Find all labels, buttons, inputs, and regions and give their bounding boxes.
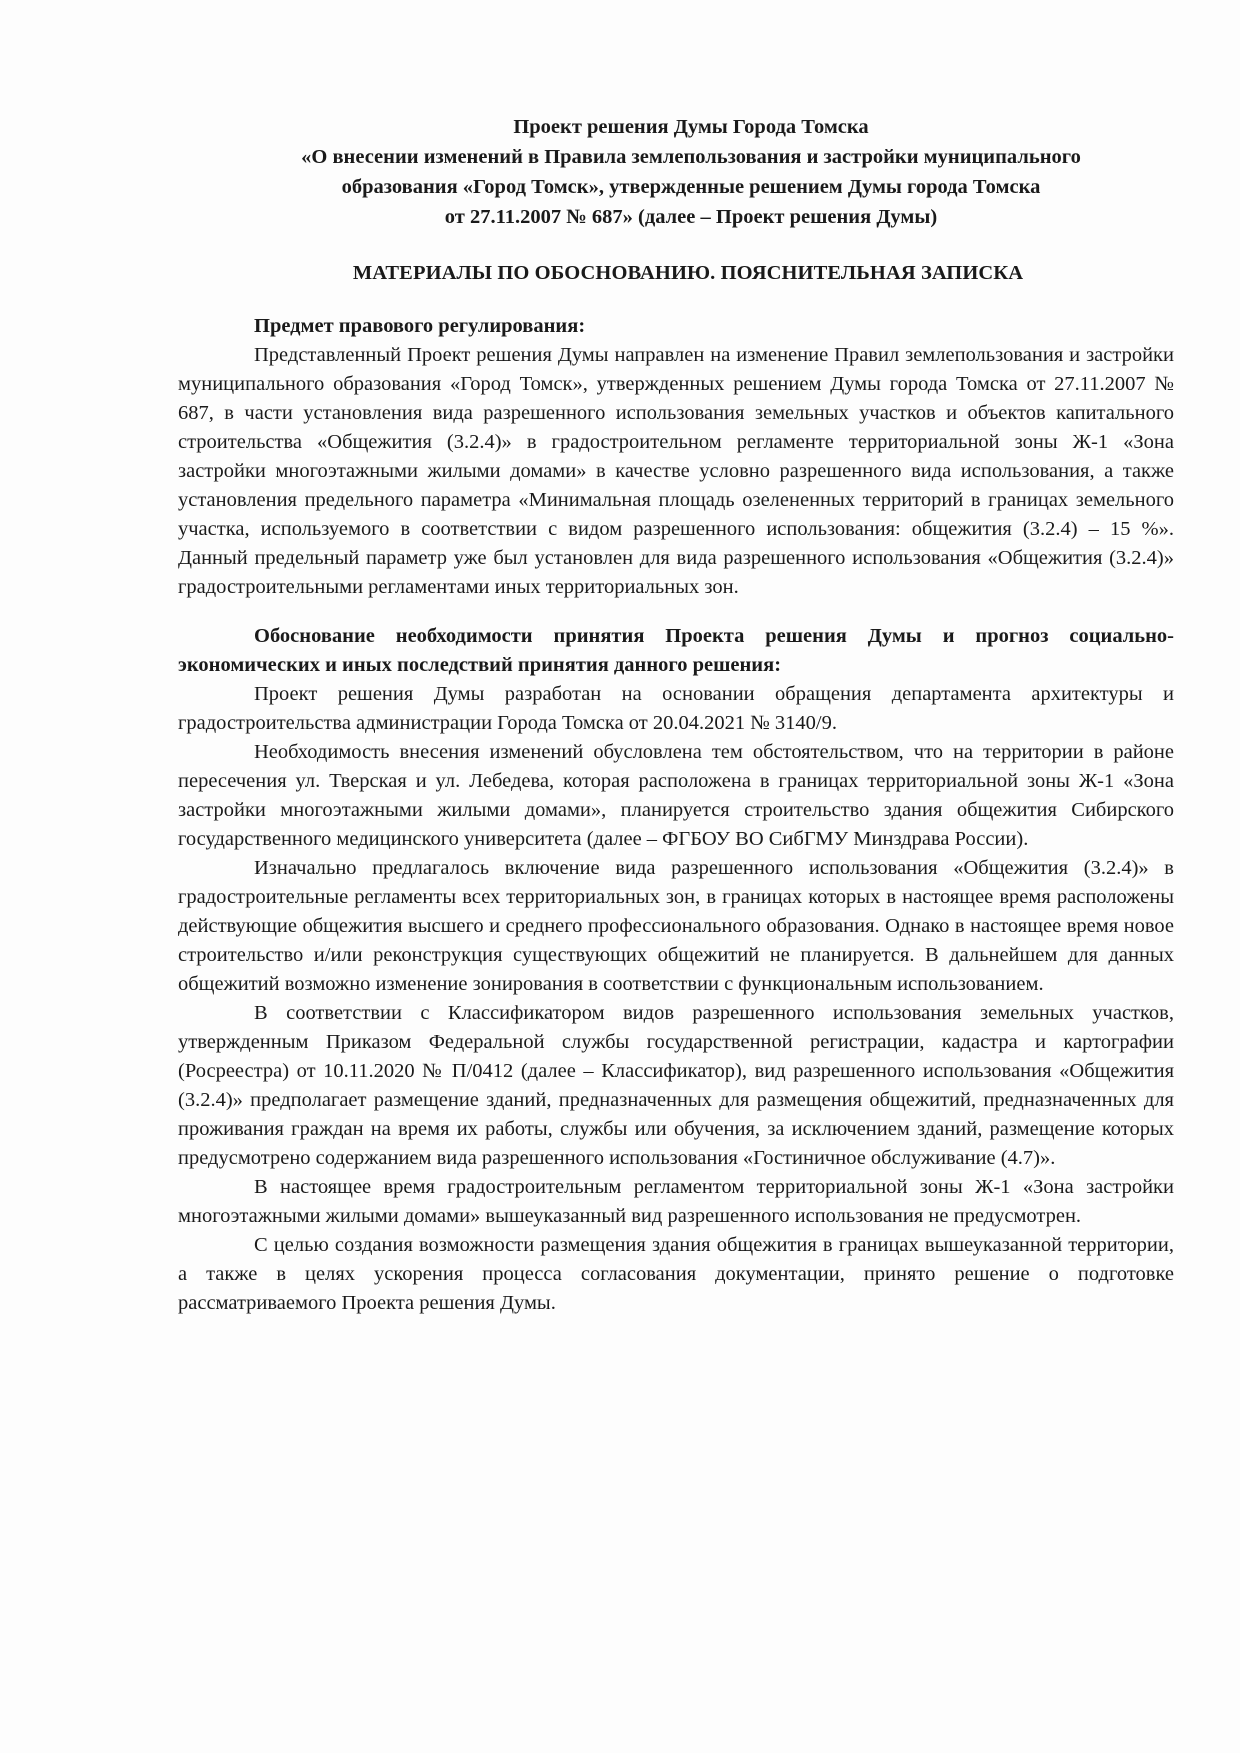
section2-paragraph: Проект решения Думы разработан на основании обращения департамента архитектуры и градостроительства администрации Города Томска от 20.04.2021 № 3140/9. [178,683,1174,734]
document-content [178,112,1174,1318]
document-title [208,112,1174,232]
spacer [178,602,1174,622]
section2-paragraph: В настоящее время градостроительным регламентом территориальной зоны Ж-1 «Зона застройки многоэтажными жилыми домами» вышеуказанный вид разрешенного использования не предусмотрен. [178,1176,1174,1227]
title-line: Проект решения Думы Города Томска [513,116,869,138]
section1-heading: Предмет правового регулирования: [254,315,586,337]
section2-paragraph: Необходимость внесения изменений обусловлена тем обстоятельством, что на территории в районе пересечения ул. Тверская и ул. Лебедева, которая расположена в границах территориальной зоны Ж-1 «Зона застройки многоэтажными жилыми домами», планируется строительство здания общежития Сибирского государственного медицинского университета (далее – ФГБОУ ВО СибГМУ Минздрава России). [178,741,1174,850]
title-line: «О внесении изменений в Правила землепользования и застройки муниципального [301,146,1081,168]
section2-paragraph: С целью создания возможности размещения здания общежития в границах вышеуказанной территории, а также в целях ускорения процесса согласования документации, принято решение о подготовке рассматриваемого Проекта решения Думы. [178,1234,1174,1314]
section2-heading: Обоснование необходимости принятия Проекта решения Думы и прогноз социально-экономических и иных последствий принятия данного решения: [178,625,1174,676]
title-line: от 27.11.2007 № 687» (далее – Проект решения Думы) [444,206,938,228]
section-heading-materials: МАТЕРИАЛЫ ПО ОБОСНОВАНИЮ. ПОЯСНИТЕЛЬНАЯ ЗАПИСКА [352,262,1024,284]
section2-paragraph: В соответствии с Классификатором видов разрешенного использования земельных участков, утвержденным Приказом Федеральной службы государственной регистрации, кадастра и картографии (Росреестра) от 10.11.2020 № П/0412 (далее – Классификатор), вид разрешенного использования «Общежития (3.2.4)» предполагает размещение зданий, предназначенных для размещения общежитий, предназначенных для проживания граждан на время их работы, службы или обучения, за исключением зданий, размещение которых предусмотрено содержанием вида разрешенного использования «Гостиничное обслуживание (4.7)». [178,1002,1174,1169]
section1-paragraph: Представленный Проект решения Думы направлен на изменение Правил землепользования и застройки муниципального образования «Город Томск», утвержденных решением Думы города Томска от 27.11.2007 № 687, в части установления вида разрешенного использования земельных участков и объектов капитального строительства «Общежития (3.2.4)» в градостроительном регламенте территориальной зоны Ж-1 «Зона застройки многоэтажными жилыми домами» в качестве условно разрешенного вида использования, а также установления предельного параметра «Минимальная площадь озелененных территорий в границах земельного участка, используемого в соответствии с видом разрешенного использования: общежития (3.2.4) – 15 %». Данный предельный параметр уже был установлен для вида разрешенного использования «Общежития (3.2.4)» градостроительными регламентами иных территориальных зон. [178,344,1174,598]
title-line: образования «Город Томск», утвержденные решением Думы города Томска [341,176,1041,198]
section2-paragraph: Изначально предлагалось включение вида разрешенного использования «Общежития (3.2.4)» в градостроительные регламенты всех территориальных зон, в границах которых в настоящее время расположены действующие общежития высшего и среднего профессионального образования. Однако в настоящее время новое строительство и/или реконструкция существующих общежитий не планируется. В дальнейшем для данных общежитий возможно изменение зонирования в соответствии с функциональным использованием. [178,857,1174,995]
